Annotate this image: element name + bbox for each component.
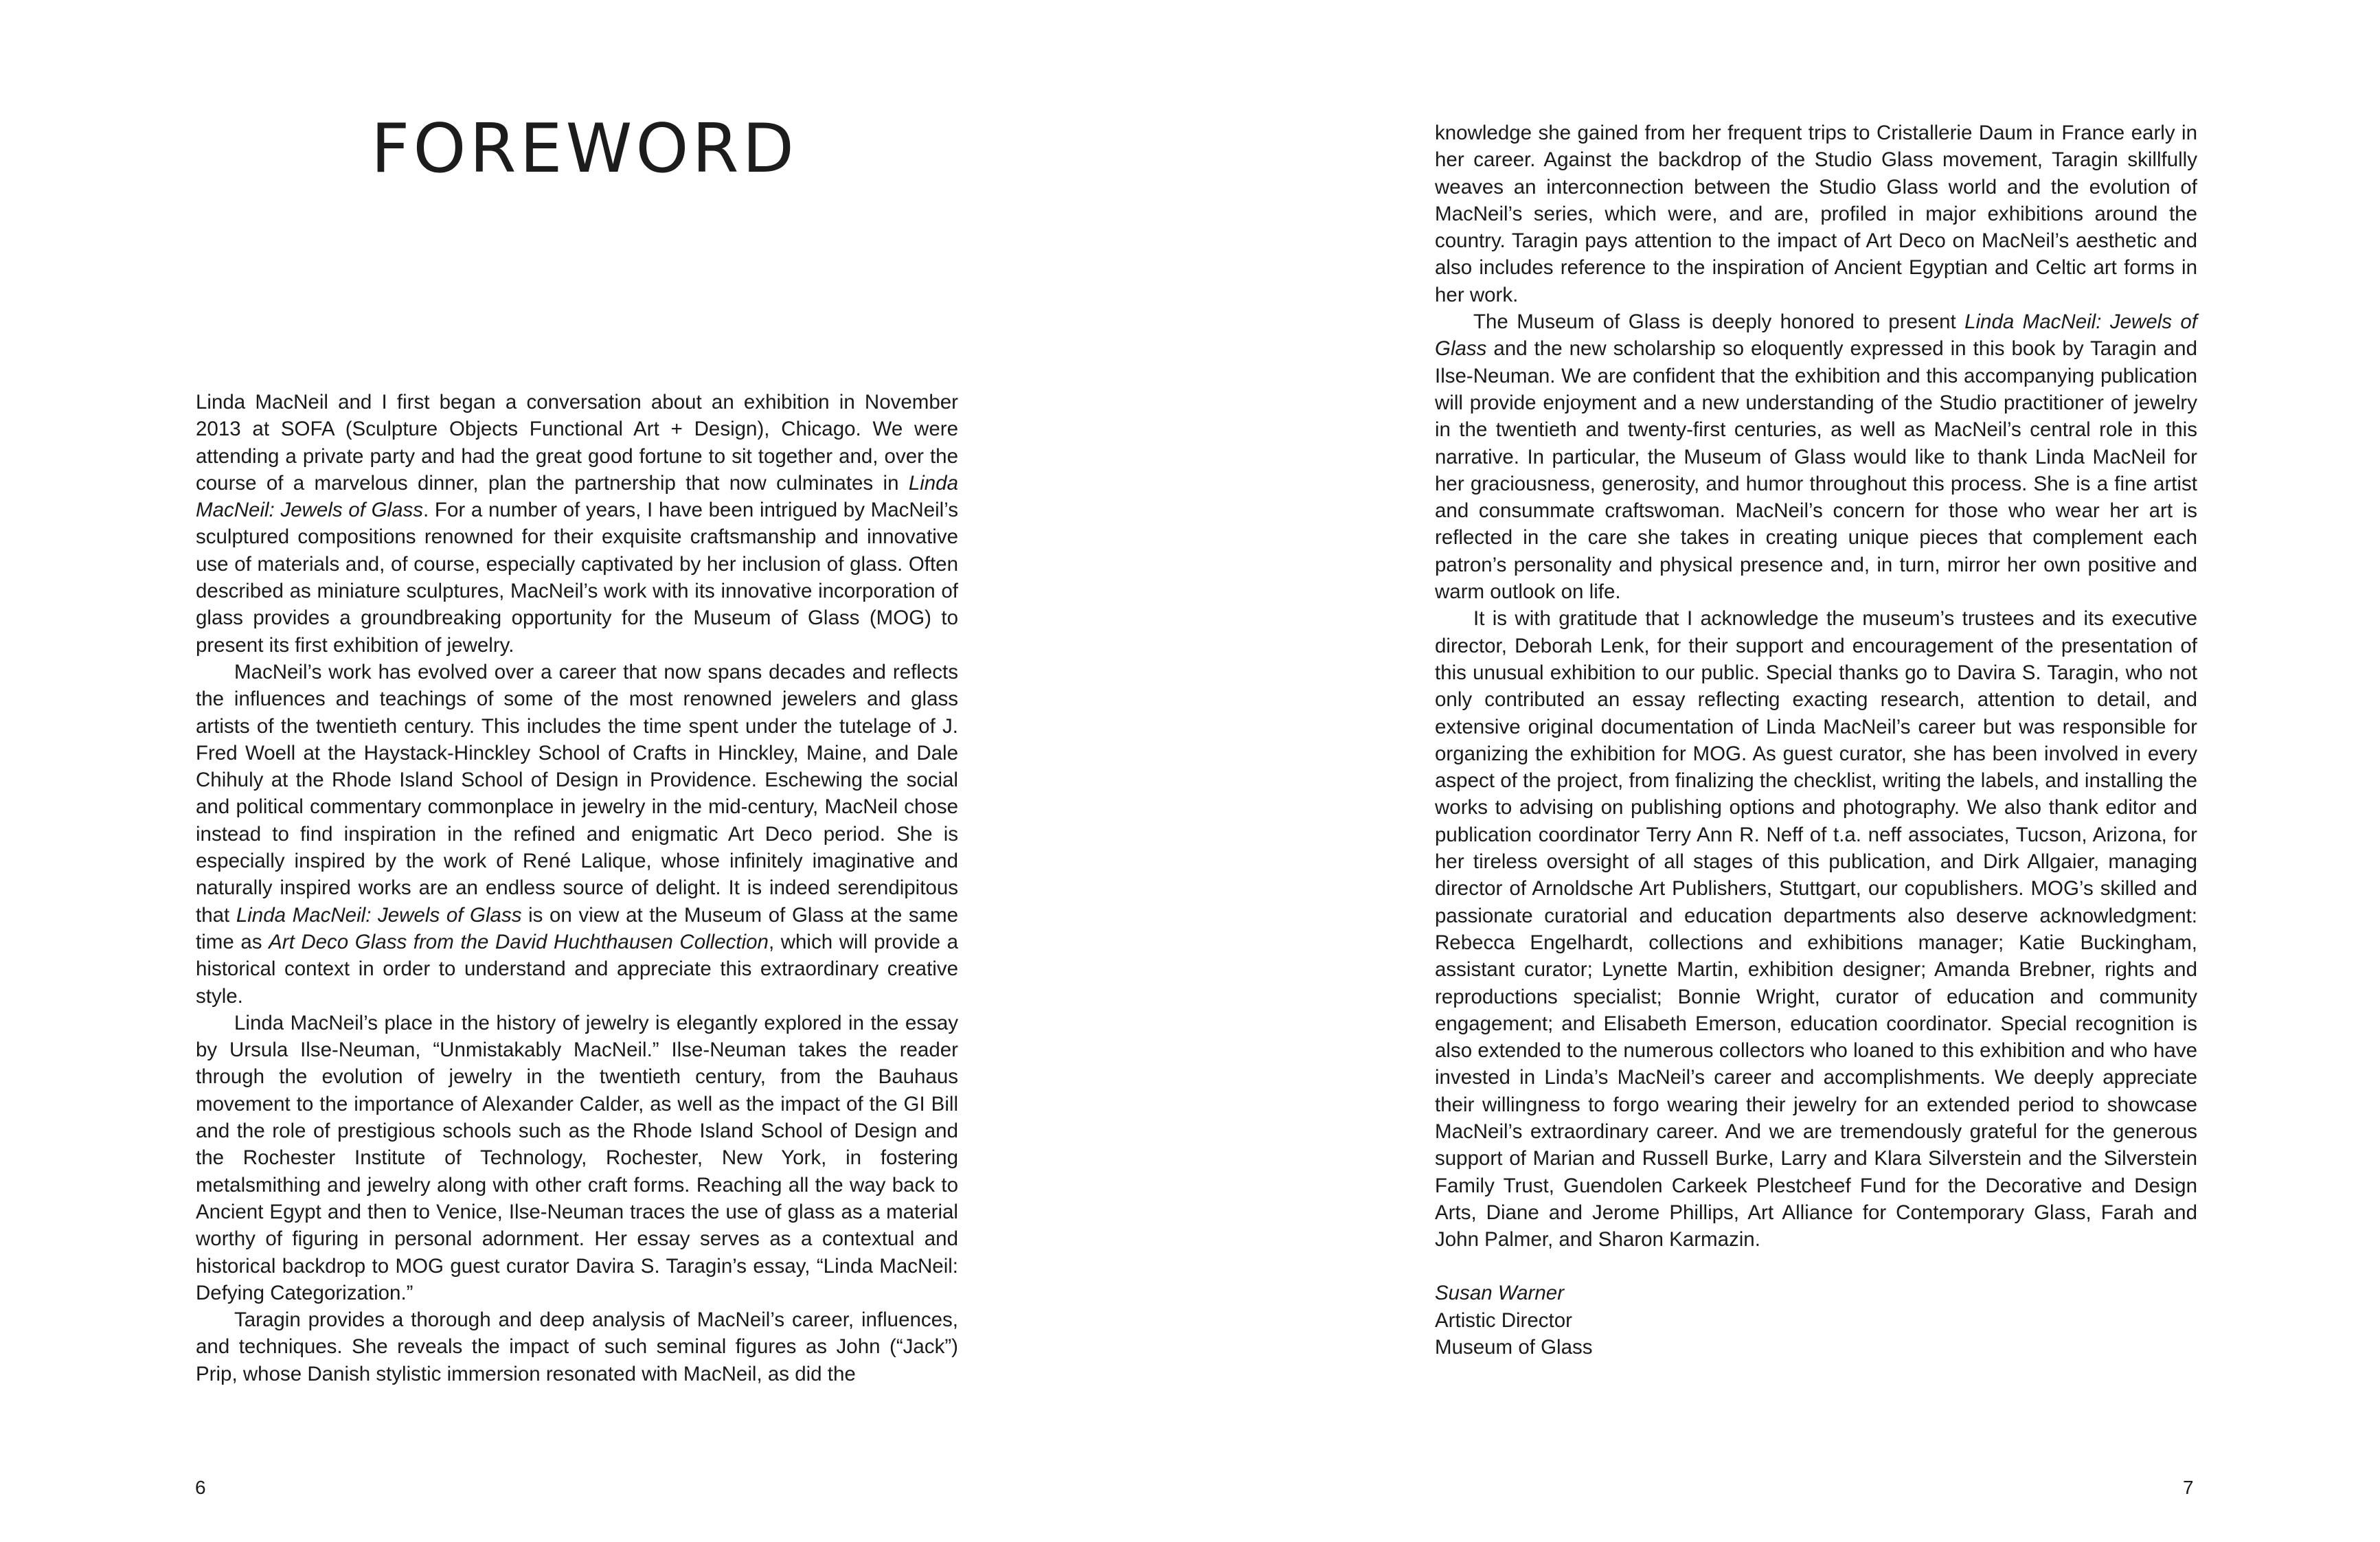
page-number-left: 6 bbox=[195, 1477, 206, 1498]
text-run: , which will provide a historical context in order to understand and appreciate this extraordinary creative style. bbox=[196, 930, 959, 1008]
italic-title: Linda MacNeil: Jewels of Glass bbox=[196, 471, 958, 522]
paragraph bbox=[196, 659, 958, 1010]
paragraph bbox=[196, 389, 958, 659]
paragraph: Taragin provides a thorough and deep analysis of MacNeil’s career, influences, and techniques. She reveals the impact of such seminal figures as John (“Jack”) Prip, whose Danish stylistic immersion resonated with MacNeil, as did the bbox=[196, 1308, 958, 1385]
signature-name: Susan Warner bbox=[1435, 1282, 1565, 1305]
text-run: Linda MacNeil and I first began a conversation about an exhibition in November 2013 at SOFA (Sculpture Objects Functional Art + Design), Chicago. We were attending a private party and had the great good fortune to sit together and, over the course of a marvelous dinner, plan the partnership that now culminates in bbox=[196, 391, 958, 495]
italic-title: Art Deco Glass from the David Huchthausen Collection bbox=[269, 930, 769, 953]
paragraph: Linda MacNeil’s place in the history of jewelry is elegantly explored in the essay by Ursula Ilse-Neuman, “Unmistakably MacNeil.” Ilse-Neuman takes the reader through the evolution of jewelry in the twentieth century, from the Bauhaus movement to the importance of Alexander Calder, as well as the impact of the GI Bill and the role of prestigious schools such as the Rhode Island School of Design and the Rochester Institute of Technology, Rochester, New York, in fostering metalsmithing and jewelry along with other craft forms. Reaching all the way back to Ancient Egypt and then to Venice, Ilse-Neuman traces the use of glass as a material worthy of figuring in personal adornment. Her essay serves as a contextual and historical backdrop to MOG guest curator Davira S. Taragin’s essay, “Linda MacNeil: Defying Categorization.” bbox=[196, 1011, 958, 1304]
text-run: is on view at the Museum of Glass at the same time as bbox=[196, 903, 959, 953]
page-number-right: 7 bbox=[2183, 1477, 2194, 1498]
text-run: . For a number of years, I have been intrigued by MacNeil’s sculptured compositions renowned for their exquisite craftsmanship and innovative use of materials and, of course, especially captivated by her inclusion of glass. Often described as miniature sculptures, MacNeil’s work with its innovative incorporation of glass provides a groundbreaking opportunity for the Museum of Glass (MOG) to present its first exhibition of jewelry. bbox=[196, 499, 958, 657]
text-run: and the new scholarship so eloquently expressed in this book by Taragin and Ilse-Neuman. We are confident that the exhibition and this accompanying publication will provide enjoyment and a new understanding of the Studio practitioner of jewelry in the twentieth and twenty-first centuries, as well as MacNeil’s central role in this narrative. In particular, the Museum of Glass would like to thank Linda MacNeil for her graciousness, generosity, and humor throughout this process. She is a fine artist and consummate craftswoman. MacNeil’s concern for those who wear her art is reflected in the care she takes in creating unique pieces that complement each patron’s personality and physical presence and, in turn, mirror her own positive and warm outlook on life. bbox=[1435, 337, 2197, 604]
left-page-body bbox=[196, 389, 958, 1387]
signature-org: Museum of Glass bbox=[1435, 1336, 1593, 1359]
italic-title: Linda MacNeil: Jewels of Glass bbox=[1435, 310, 2198, 361]
paragraph: It is with gratitude that I acknowledge the museum’s trustees and its executive director, Deborah Lenk, for their support and encouragement of the presentation of this unusual exhibition to our public. Special thanks go to Davira S. Taragin, who not only contributed an essay reflecting exacting research, attention to detail, and extensive original documentation of Linda MacNeil’s career but was responsible for organizing the exhibition for MOG. As guest curator, she has been involved in every aspect of the project, from finalizing the checklist, writing the labels, and installing the works to advising on publishing options and photography. We also thank editor and publication coordinator Terry Ann R. Neff of t.a. neff associates, Tucson, Arizona, for her tireless oversight of all stages of this publication, and Dirk Allgaier, managing director of Arnoldsche Art Publishers, Stuttgart, our copublishers. MOG’s skilled and passionate curatorial and education departments also deserve acknowledgment: Rebecca Engelhardt, collections and exhibitions manager; Katie Buckingham, assistant curator; Lynette Martin, exhibition designer; Amanda Brebner, rights and reproductions specialist; Bonnie Wright, curator of education and community engagement; and Elisabeth Emerson, education coordinator. Special recognition is also extended to the numerous collectors who loaned to this exhibition and who have invested in Linda’s MacNeil’s career and accomplishments. We deeply appreciate their willingness to forgo wearing their jewelry for an extended period to showcase MacNeil’s extraordinary career. And we are tremendously grateful for the generous support of Marian and Russell Burke, Larry and Klara Silverstein and the Silverstein Family Trust, Guendolen Carkeek Plestcheef Fund for the Decorative and Design Arts, Diane and Jerome Phillips, Art Alliance for Contemporary Glass, Farah and John Palmer, and Sharon Karmazin. bbox=[1435, 607, 2197, 1251]
signature-role: Artistic Director bbox=[1435, 1308, 1572, 1332]
right-page-body bbox=[1435, 120, 2197, 1361]
text-run: The Museum of Glass is deeply honored to present bbox=[1473, 310, 1965, 334]
italic-title: Linda MacNeil: Jewels of Glass bbox=[236, 903, 522, 927]
paragraph bbox=[1435, 308, 2197, 605]
page-title: FOREWORD bbox=[371, 110, 798, 188]
signature-block bbox=[1435, 1280, 2197, 1361]
paragraph: knowledge she gained from her frequent trips to Cristallerie Daum in France early in her career. Against the backdrop of the Studio Glass movement, Taragin skillfully weaves an interconnection between the Studio Glass world and the evolution of MacNeil’s series, which were, and are, profiled in major exhibitions around the country. Taragin pays attention to the impact of Art Deco on MacNeil’s aesthetic and also includes reference to the inspiration of Ancient Egyptian and Celtic art forms in her work. bbox=[1435, 122, 2197, 306]
text-run: MacNeil’s work has evolved over a career that now spans decades and reflects the influences and teachings of some of the most renowned jewelers and glass artists of the twentieth century. This includes the time spent under the tutelage of J. Fred Woell at the Haystack-Hinckley School of Crafts in Hinckley, Maine, and Dale Chihuly at the Rhode Island School of Design in Providence. Eschewing the social and political commentary commonplace in jewelry in the mid-century, MacNeil chose instead to find inspiration in the refined and enigmatic Art Deco period. She is especially inspired by the work of René Lalique, whose infinitely imaginative and naturally inspired works are an endless source of delight. It is indeed serendipitous that bbox=[196, 660, 958, 927]
